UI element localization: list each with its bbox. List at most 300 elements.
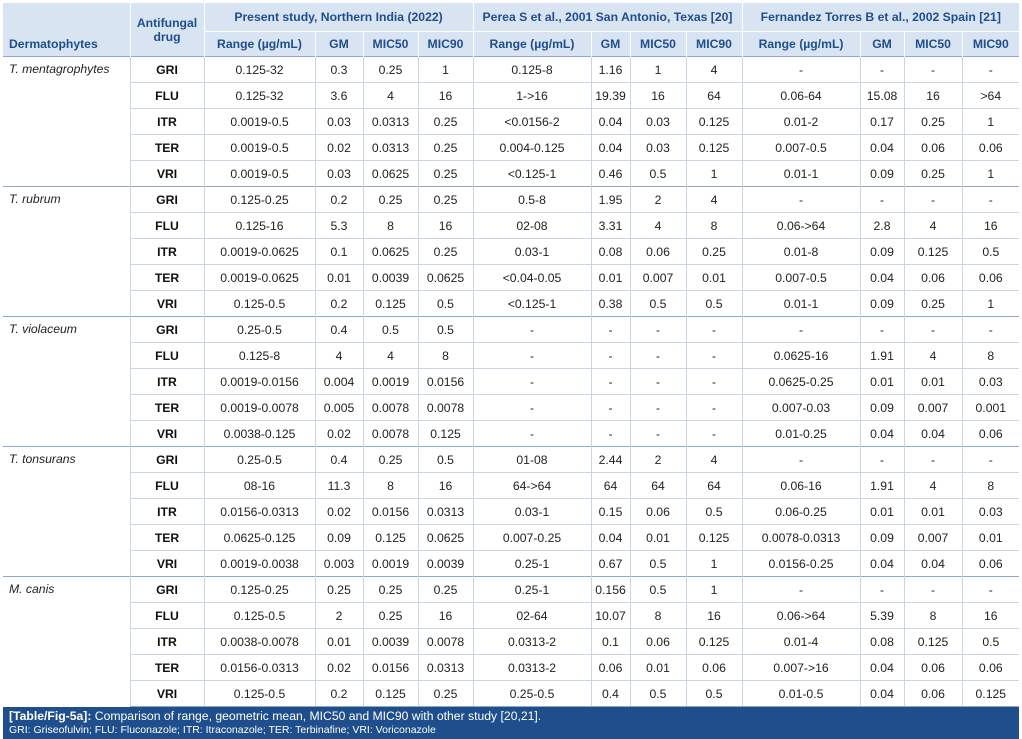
value-cell: 0.09 xyxy=(315,525,363,551)
value-cell: 0.25 xyxy=(904,291,962,317)
drug-code: TER xyxy=(130,395,204,421)
drug-code: ITR xyxy=(130,369,204,395)
drug-code: TER xyxy=(130,655,204,681)
value-cell: 0.5 xyxy=(418,291,473,317)
value-cell: 0.06->64 xyxy=(742,213,860,239)
value-cell: 8 xyxy=(962,343,1019,369)
value-cell: 0.25 xyxy=(363,603,418,629)
value-cell: - xyxy=(742,577,860,603)
value-cell: 0.5 xyxy=(630,291,686,317)
value-cell: 0.5 xyxy=(363,317,418,343)
value-cell: 0.25 xyxy=(904,161,962,187)
value-cell: 0.5 xyxy=(630,681,686,707)
value-cell: 0.0019-0.5 xyxy=(204,109,315,135)
value-cell: 0.06 xyxy=(904,265,962,291)
drug-code: VRI xyxy=(130,551,204,577)
value-cell: 0.46 xyxy=(591,161,630,187)
drug-code: GRI xyxy=(130,577,204,603)
value-cell: 0.125 xyxy=(418,421,473,447)
organism-name: T. rubrum xyxy=(3,187,130,317)
value-cell: 0.5-8 xyxy=(473,187,591,213)
value-cell: 0.5 xyxy=(686,681,742,707)
value-cell: 0.125-0.25 xyxy=(204,187,315,213)
value-cell: 5.39 xyxy=(860,603,904,629)
value-cell: 0.06 xyxy=(686,655,742,681)
value-cell: 0.06->64 xyxy=(742,603,860,629)
value-cell: 0.01 xyxy=(860,499,904,525)
value-cell: 0.04 xyxy=(904,551,962,577)
value-cell: 4 xyxy=(904,343,962,369)
value-cell: - xyxy=(630,369,686,395)
subcolumn-header: Range (µg/mL) xyxy=(473,32,591,57)
value-cell: 16 xyxy=(962,213,1019,239)
value-cell: 64->64 xyxy=(473,473,591,499)
value-cell: 8 xyxy=(962,473,1019,499)
value-cell: 2 xyxy=(630,187,686,213)
value-cell: - xyxy=(860,447,904,473)
value-cell: 0.0156-0.0313 xyxy=(204,655,315,681)
value-cell: 0.25 xyxy=(315,577,363,603)
organism-name: T. tonsurans xyxy=(3,447,130,577)
table-row xyxy=(3,421,1019,447)
table-row xyxy=(3,213,1019,239)
value-cell: 0.01 xyxy=(904,499,962,525)
value-cell: 0.25-1 xyxy=(473,577,591,603)
value-cell: 0.0625 xyxy=(418,265,473,291)
value-cell: 0.2 xyxy=(315,291,363,317)
value-cell: 8 xyxy=(363,213,418,239)
value-cell: - xyxy=(686,369,742,395)
value-cell: 0.007-0.25 xyxy=(473,525,591,551)
value-cell: 0.06 xyxy=(904,135,962,161)
drug-code: VRI xyxy=(130,421,204,447)
drug-code: FLU xyxy=(130,603,204,629)
table-row xyxy=(3,395,1019,421)
value-cell: 0.4 xyxy=(315,317,363,343)
table-row xyxy=(3,57,1019,83)
value-cell: 8 xyxy=(904,603,962,629)
value-cell: 0.0019 xyxy=(363,551,418,577)
value-cell: 0.125 xyxy=(962,681,1019,707)
drug-code: FLU xyxy=(130,473,204,499)
value-cell: 0.06-64 xyxy=(742,83,860,109)
value-cell: 2 xyxy=(630,447,686,473)
value-cell: 0.1 xyxy=(591,629,630,655)
value-cell: 0.5 xyxy=(418,447,473,473)
value-cell: - xyxy=(630,317,686,343)
value-cell: 0.01-1 xyxy=(742,161,860,187)
value-cell: 11.3 xyxy=(315,473,363,499)
value-cell: 3.31 xyxy=(591,213,630,239)
value-cell: 4 xyxy=(363,83,418,109)
value-cell: 0.09 xyxy=(860,395,904,421)
value-cell: - xyxy=(860,187,904,213)
value-cell: 64 xyxy=(686,473,742,499)
value-cell: 0.15 xyxy=(591,499,630,525)
table-row xyxy=(3,655,1019,681)
table-row xyxy=(3,681,1019,707)
value-cell: 02-08 xyxy=(473,213,591,239)
drug-code: FLU xyxy=(130,83,204,109)
value-cell: 64 xyxy=(686,83,742,109)
value-cell: 4 xyxy=(363,343,418,369)
value-cell: 19.39 xyxy=(591,83,630,109)
value-cell: 0.0039 xyxy=(363,265,418,291)
value-cell: 08-16 xyxy=(204,473,315,499)
value-cell: 0.25 xyxy=(418,109,473,135)
value-cell: 0.06-0.25 xyxy=(742,499,860,525)
value-cell: - xyxy=(473,317,591,343)
value-cell: 0.0019-0.0038 xyxy=(204,551,315,577)
value-cell: 0.5 xyxy=(630,577,686,603)
value-cell: 64 xyxy=(630,473,686,499)
value-cell: 0.125 xyxy=(363,525,418,551)
value-cell: 1 xyxy=(630,57,686,83)
value-cell: 8 xyxy=(686,213,742,239)
subcolumn-header: Range (µg/mL) xyxy=(742,32,860,57)
subcolumn-header: Range (µg/mL) xyxy=(204,32,315,57)
value-cell: 8 xyxy=(418,343,473,369)
value-cell: 0.04 xyxy=(860,655,904,681)
value-cell: 0.25 xyxy=(686,239,742,265)
value-cell: 0.0156 xyxy=(363,655,418,681)
value-cell: 0.04 xyxy=(860,135,904,161)
value-cell: 0.0019 xyxy=(363,369,418,395)
value-cell: 0.004 xyxy=(315,369,363,395)
value-cell: 0.06 xyxy=(630,239,686,265)
value-cell: 0.125 xyxy=(904,629,962,655)
value-cell: 0.001 xyxy=(962,395,1019,421)
value-cell: - xyxy=(962,577,1019,603)
value-cell: - xyxy=(742,57,860,83)
value-cell: 0.125 xyxy=(904,239,962,265)
value-cell: 4 xyxy=(686,57,742,83)
value-cell: 0.04 xyxy=(860,265,904,291)
value-cell: 1.95 xyxy=(591,187,630,213)
table-row xyxy=(3,369,1019,395)
value-cell: 0.03-1 xyxy=(473,239,591,265)
value-cell: 0.125-0.5 xyxy=(204,681,315,707)
table-row xyxy=(3,109,1019,135)
value-cell: - xyxy=(473,395,591,421)
value-cell: 1.16 xyxy=(591,57,630,83)
study-header-perea: Perea S et al., 2001 San Antonio, Texas [20] xyxy=(473,3,742,32)
value-cell: 16 xyxy=(904,83,962,109)
organism-name: M. canis xyxy=(3,577,130,707)
value-cell: 0.2 xyxy=(315,187,363,213)
value-cell: 0.06 xyxy=(962,265,1019,291)
table-row xyxy=(3,603,1019,629)
value-cell: 1 xyxy=(686,577,742,603)
value-cell: 0.0019-0.0078 xyxy=(204,395,315,421)
subcolumn-header: MIC90 xyxy=(962,32,1019,57)
table-row xyxy=(3,525,1019,551)
value-cell: 0.0156 xyxy=(363,499,418,525)
comparison-table xyxy=(3,3,1019,707)
value-cell: 0.3 xyxy=(315,57,363,83)
value-cell: 0.0156-0.25 xyxy=(742,551,860,577)
value-cell: - xyxy=(473,343,591,369)
table-row xyxy=(3,577,1019,603)
value-cell: 0.0038-0.125 xyxy=(204,421,315,447)
value-cell: 0.0313 xyxy=(418,499,473,525)
value-cell: 0.25-0.5 xyxy=(204,447,315,473)
drug-code: GRI xyxy=(130,187,204,213)
value-cell: 0.5 xyxy=(686,499,742,525)
value-cell: 1 xyxy=(686,161,742,187)
value-cell: 0.04 xyxy=(591,135,630,161)
value-cell: 0.0019-0.0625 xyxy=(204,265,315,291)
value-cell: 0.125 xyxy=(363,291,418,317)
table-figure xyxy=(3,3,1019,739)
caption-footnote: GRI: Griseofulvin; FLU: Fluconazole; ITR: Itraconazole; TER: Terbinafine; VRI: Voriconazole xyxy=(9,724,436,736)
drug-code: FLU xyxy=(130,343,204,369)
value-cell: 0.007 xyxy=(630,265,686,291)
subcolumn-header: GM xyxy=(591,32,630,57)
drug-code: TER xyxy=(130,525,204,551)
value-cell: - xyxy=(630,395,686,421)
drug-code: ITR xyxy=(130,499,204,525)
value-cell: 16 xyxy=(418,473,473,499)
value-cell: 0.09 xyxy=(860,161,904,187)
value-cell: 16 xyxy=(962,603,1019,629)
value-cell: 0.5 xyxy=(418,317,473,343)
value-cell: 0.125-8 xyxy=(204,343,315,369)
value-cell: 0.0039 xyxy=(418,551,473,577)
value-cell: 0.125-32 xyxy=(204,83,315,109)
table-row xyxy=(3,629,1019,655)
table-body xyxy=(3,57,1019,707)
value-cell: 4 xyxy=(686,187,742,213)
value-cell: 0.0313 xyxy=(418,655,473,681)
value-cell: 0.007->16 xyxy=(742,655,860,681)
value-cell: 0.5 xyxy=(630,161,686,187)
value-cell: 0.125-16 xyxy=(204,213,315,239)
value-cell: 0.03 xyxy=(962,369,1019,395)
table-row xyxy=(3,473,1019,499)
value-cell: 0.007 xyxy=(904,525,962,551)
value-cell: 10.07 xyxy=(591,603,630,629)
value-cell: 0.01 xyxy=(591,265,630,291)
value-cell: 16 xyxy=(418,83,473,109)
table-row xyxy=(3,499,1019,525)
value-cell: 8 xyxy=(630,603,686,629)
value-cell: 0.5 xyxy=(630,551,686,577)
value-cell: - xyxy=(591,369,630,395)
value-cell: 0.06 xyxy=(962,655,1019,681)
value-cell: 0.25 xyxy=(418,161,473,187)
drug-code: ITR xyxy=(130,629,204,655)
drug-code: GRI xyxy=(130,57,204,83)
value-cell: 0.0078-0.0313 xyxy=(742,525,860,551)
value-cell: - xyxy=(686,317,742,343)
value-cell: <0.0156-2 xyxy=(473,109,591,135)
drug-code: GRI xyxy=(130,447,204,473)
value-cell: 0.03-1 xyxy=(473,499,591,525)
value-cell: - xyxy=(591,317,630,343)
value-cell: 0.01 xyxy=(630,655,686,681)
value-cell: 1.91 xyxy=(860,343,904,369)
caption-line xyxy=(9,709,1013,724)
value-cell: 0.25-1 xyxy=(473,551,591,577)
value-cell: 0.17 xyxy=(860,109,904,135)
value-cell: 0.0313-2 xyxy=(473,655,591,681)
value-cell: 1 xyxy=(418,57,473,83)
value-cell: - xyxy=(473,369,591,395)
value-cell: - xyxy=(742,317,860,343)
value-cell: 0.007-0.5 xyxy=(742,265,860,291)
drug-code: VRI xyxy=(130,291,204,317)
table-row xyxy=(3,135,1019,161)
drug-code: FLU xyxy=(130,213,204,239)
value-cell: 0.06-16 xyxy=(742,473,860,499)
value-cell: 0.01 xyxy=(315,629,363,655)
table-header xyxy=(3,3,1019,57)
value-cell: 0.125-0.5 xyxy=(204,291,315,317)
value-cell: 0.4 xyxy=(315,447,363,473)
value-cell: 0.005 xyxy=(315,395,363,421)
value-cell: 1 xyxy=(962,109,1019,135)
value-cell: 0.01 xyxy=(315,265,363,291)
dermatophytes-header: Dermatophytes xyxy=(3,3,130,57)
drug-code: ITR xyxy=(130,239,204,265)
table-row xyxy=(3,343,1019,369)
value-cell: - xyxy=(630,421,686,447)
value-cell: - xyxy=(686,395,742,421)
value-cell: 5.3 xyxy=(315,213,363,239)
value-cell: 0.0625-0.125 xyxy=(204,525,315,551)
value-cell: 2.8 xyxy=(860,213,904,239)
value-cell: 0.125-0.5 xyxy=(204,603,315,629)
value-cell: 0.06 xyxy=(962,135,1019,161)
value-cell: 0.125 xyxy=(686,135,742,161)
value-cell: 0.38 xyxy=(591,291,630,317)
table-row xyxy=(3,239,1019,265)
value-cell: 3.6 xyxy=(315,83,363,109)
value-cell: 0.09 xyxy=(860,291,904,317)
value-cell: 0.01-0.5 xyxy=(742,681,860,707)
value-cell: 0.5 xyxy=(962,239,1019,265)
caption-label: [Table/Fig-5a]: xyxy=(9,709,92,723)
value-cell: <0.04-0.05 xyxy=(473,265,591,291)
value-cell: 0.0019-0.0625 xyxy=(204,239,315,265)
subcolumn-header: MIC50 xyxy=(904,32,962,57)
value-cell: 15.08 xyxy=(860,83,904,109)
value-cell: 0.4 xyxy=(591,681,630,707)
value-cell: 0.25 xyxy=(904,109,962,135)
value-cell: - xyxy=(860,577,904,603)
value-cell: 0.01 xyxy=(630,525,686,551)
value-cell: 0.5 xyxy=(686,291,742,317)
value-cell: 16 xyxy=(630,83,686,109)
subcolumn-header: GM xyxy=(860,32,904,57)
value-cell: 0.0313 xyxy=(363,135,418,161)
value-cell: 0.04 xyxy=(591,109,630,135)
value-cell: 1 xyxy=(962,161,1019,187)
value-cell: - xyxy=(591,395,630,421)
value-cell: 0.06 xyxy=(630,499,686,525)
table-row xyxy=(3,265,1019,291)
value-cell: 0.04 xyxy=(860,421,904,447)
value-cell: 0.06 xyxy=(904,655,962,681)
organism-name: T. mentagrophytes xyxy=(3,57,130,187)
value-cell: 0.125-8 xyxy=(473,57,591,83)
value-cell: 1 xyxy=(686,551,742,577)
drug-code: TER xyxy=(130,265,204,291)
value-cell: 0.25 xyxy=(363,577,418,603)
value-cell: 0.01-4 xyxy=(742,629,860,655)
value-cell: 0.04 xyxy=(860,681,904,707)
drug-code: ITR xyxy=(130,109,204,135)
organism-name: T. violaceum xyxy=(3,317,130,447)
value-cell: - xyxy=(962,57,1019,83)
value-cell: 16 xyxy=(418,603,473,629)
value-cell: 0.5 xyxy=(962,629,1019,655)
table-row xyxy=(3,447,1019,473)
value-cell: 0.02 xyxy=(315,135,363,161)
value-cell: 4 xyxy=(686,447,742,473)
value-cell: 01-08 xyxy=(473,447,591,473)
value-cell: 0.25-0.5 xyxy=(473,681,591,707)
value-cell: 4 xyxy=(904,213,962,239)
value-cell: - xyxy=(591,343,630,369)
table-row xyxy=(3,161,1019,187)
value-cell: 0.25 xyxy=(418,187,473,213)
value-cell: 0.156 xyxy=(591,577,630,603)
value-cell: 0.01 xyxy=(962,525,1019,551)
value-cell: 0.03 xyxy=(315,109,363,135)
value-cell: 0.01-8 xyxy=(742,239,860,265)
value-cell: 0.0625 xyxy=(363,239,418,265)
value-cell: 0.0078 xyxy=(418,629,473,655)
value-cell: - xyxy=(962,317,1019,343)
caption-text: Comparison of range, geometric mean, MIC50 and MIC90 with other study [20,21]. xyxy=(91,709,542,723)
value-cell: - xyxy=(904,317,962,343)
value-cell: 0.0019-0.0156 xyxy=(204,369,315,395)
value-cell: - xyxy=(473,421,591,447)
value-cell: 0.125 xyxy=(686,629,742,655)
value-cell: 0.004-0.125 xyxy=(473,135,591,161)
value-cell: 0.25 xyxy=(418,577,473,603)
value-cell: 0.25 xyxy=(418,135,473,161)
value-cell: - xyxy=(860,57,904,83)
drug-code: VRI xyxy=(130,681,204,707)
value-cell: 0.06 xyxy=(904,681,962,707)
study-header-present: Present study, Northern India (2022) xyxy=(204,3,473,32)
value-cell: <0.125-1 xyxy=(473,161,591,187)
value-cell: 0.01-0.25 xyxy=(742,421,860,447)
antifungal-drug-header: Antifungal drug xyxy=(130,3,204,57)
subcolumn-header: MIC90 xyxy=(686,32,742,57)
subcolumn-header: MIC50 xyxy=(363,32,418,57)
value-cell: - xyxy=(904,57,962,83)
value-cell: 0.67 xyxy=(591,551,630,577)
value-cell: - xyxy=(860,317,904,343)
value-cell: 2.44 xyxy=(591,447,630,473)
value-cell: 0.125 xyxy=(686,109,742,135)
drug-code: GRI xyxy=(130,317,204,343)
value-cell: 1->16 xyxy=(473,83,591,109)
value-cell: 0.08 xyxy=(860,629,904,655)
value-cell: 0.04 xyxy=(904,421,962,447)
value-cell: 1 xyxy=(962,291,1019,317)
value-cell: 0.0019-0.5 xyxy=(204,135,315,161)
value-cell: 0.02 xyxy=(315,421,363,447)
value-cell: 4 xyxy=(315,343,363,369)
value-cell: 0.01 xyxy=(860,369,904,395)
table-caption xyxy=(3,707,1019,739)
value-cell: 0.08 xyxy=(591,239,630,265)
